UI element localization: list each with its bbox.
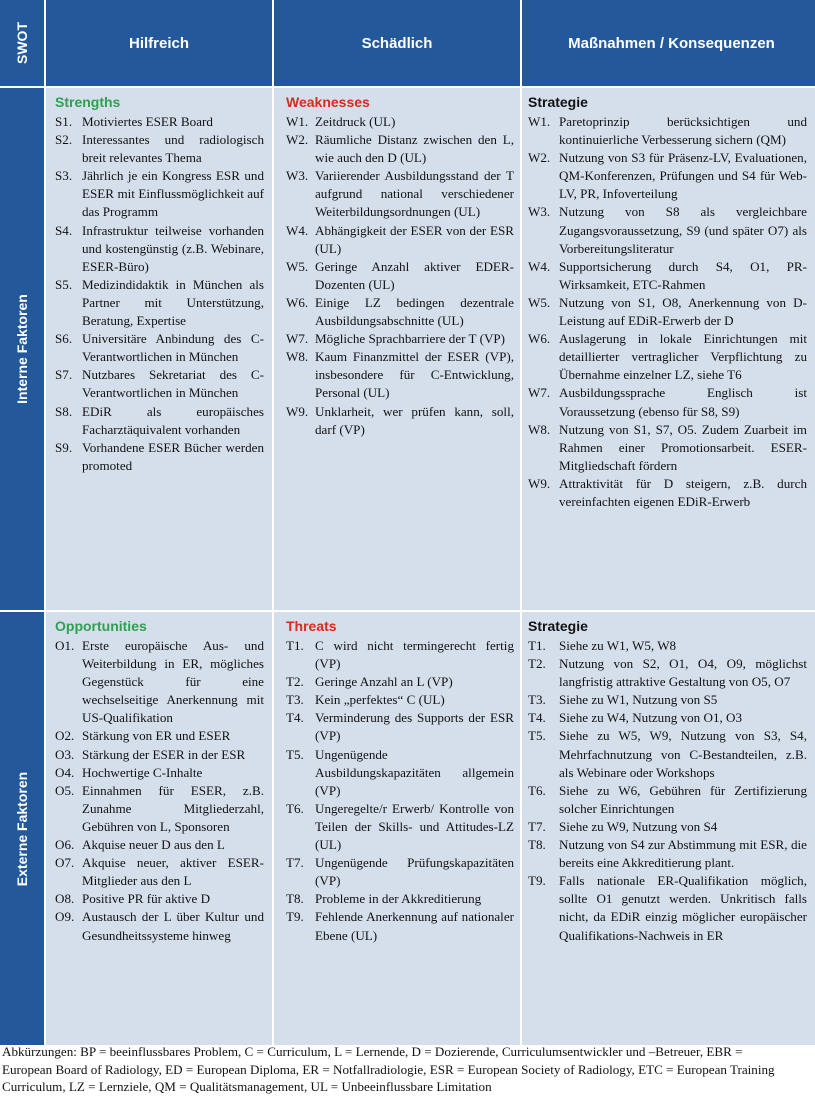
item-text: Räumliche Distanz zwischen den L, wie auch den D (UL): [315, 132, 514, 166]
list-item: [286, 709, 514, 745]
list-item: [528, 727, 807, 781]
item-code: O2.: [55, 728, 75, 744]
item-text: Nutzung von S3 für Präsenz-LV, Evaluationen, QM-Konferenzen, Prüfungen und S4 für Web-LV, PR, Infoverteilung: [559, 150, 807, 202]
list-item: [55, 836, 264, 854]
item-text: Variierender Ausbildungsstand der T aufgrund national verschiedener Weiterbildungsordnungen (UL): [315, 168, 514, 220]
item-text: Attraktivität für D steigern, z.B. durch vereinfachten eigenen EDiR-Erwerb: [559, 475, 807, 509]
item-code: W2.: [286, 132, 309, 148]
threats-title: Threats: [286, 618, 337, 634]
item-text: Infrastruktur teilweise vorhanden und kostengünstig (z.B. Webinare, ESER-Büro): [82, 222, 264, 274]
list-item: [55, 782, 264, 836]
external-factors-label: Externe Faktoren: [14, 771, 30, 886]
list-item: [286, 167, 514, 221]
item-text: Medizindidaktik in München als Partner mit Unterstützung, Beratung, Expertise: [82, 276, 264, 329]
item-code: W9.: [286, 403, 309, 419]
item-code: O6.: [55, 837, 75, 853]
item-code: T2.: [286, 674, 304, 690]
item-code: W5.: [528, 294, 551, 310]
opportunities-title: Opportunities: [55, 618, 147, 634]
list-item: [55, 366, 264, 402]
item-code: O9.: [55, 909, 75, 925]
item-text: EDiR als europäisches Facharztäquivalent vorhanden: [82, 403, 264, 437]
item-text: Positive PR für aktive D: [82, 891, 211, 907]
list-item: [286, 691, 514, 709]
item-text: Fehlende Anerkennung auf nationaler Ebene (UL): [315, 909, 514, 943]
strengths-title: Strengths: [55, 94, 121, 110]
item-text: Geringe Anzahl an L (VP): [315, 674, 453, 690]
item-text: Auslagerung in lokale Einrichtungen mit detaillierter vertraglicher Verpflichtung zu Übernahme einzelner LZ, siehe T6: [559, 331, 807, 383]
list-item: [528, 655, 807, 691]
list-item: [528, 691, 807, 709]
item-text: Siehe zu W9, Nutzung von S4: [559, 818, 718, 834]
item-code: S2.: [55, 132, 73, 148]
list-item: [528, 818, 807, 836]
item-text: Probleme in der Akkreditierung: [315, 891, 482, 907]
item-text: Ungenügende Ausbildungskapazitäten allgemein (VP): [315, 746, 514, 798]
list-item: [528, 637, 807, 655]
list-item: [55, 113, 264, 131]
list-item: [286, 113, 514, 131]
list-item: [528, 149, 807, 203]
item-code: T3.: [286, 692, 304, 708]
item-code: T4.: [286, 710, 304, 726]
item-code: T5.: [528, 728, 546, 744]
item-text: Kaum Finanzmittel der ESER (VP), insbesondere für C-Entwicklung, Personal (UL): [315, 349, 514, 401]
item-code: O5.: [55, 782, 75, 798]
list-item: [286, 258, 514, 294]
list-item: [55, 276, 264, 330]
list-item: [55, 330, 264, 366]
list-item: [528, 384, 807, 420]
strategy-internal-title: Strategie: [528, 94, 588, 110]
item-code: T4.: [528, 710, 546, 726]
list-item: [528, 330, 807, 384]
list-item: [55, 727, 264, 745]
list-item: [528, 836, 807, 872]
item-text: Stärkung der ESER in der ESR: [82, 746, 246, 762]
item-code: T6.: [286, 800, 304, 816]
list-item: [55, 403, 264, 439]
item-code: W8.: [528, 421, 551, 437]
row-label-external: [0, 612, 44, 1045]
item-text: Einige LZ bedingen dezentrale Ausbildungsabschnitte (UL): [315, 294, 514, 329]
weaknesses-cell: [274, 88, 520, 610]
item-text: Paretoprinzip berücksichtigen und kontinuierliche Verbesserung sichern (QM): [559, 114, 807, 148]
list-item: [528, 203, 807, 257]
item-text: Siehe zu W6, Gebühren für Zertifizierung solcher Einrichtungen: [559, 782, 807, 816]
item-code: S7.: [55, 367, 73, 383]
item-code: T1.: [528, 638, 546, 653]
column-header-helpful: Hilfreich: [46, 0, 272, 86]
item-text: Akquise neuer D aus den L: [82, 837, 225, 853]
list-item: [286, 131, 514, 167]
item-text: Universitäre Anbindung des C-Verantwortlichen in München: [82, 331, 264, 365]
list-item: [528, 475, 807, 511]
list-item: [55, 131, 264, 167]
list-item: [528, 421, 807, 475]
list-item: [286, 637, 514, 673]
item-code: S1.: [55, 114, 73, 129]
strategy-internal-cell: [522, 88, 815, 610]
item-code: T6.: [528, 782, 546, 798]
list-item: [286, 330, 514, 348]
column-header-harmful: Schädlich: [274, 0, 520, 86]
item-code: T9.: [286, 909, 304, 925]
list-item: [528, 872, 807, 944]
item-text: Akquise neuer, aktiver ESER-Mitglieder aus den L: [82, 855, 264, 889]
item-text: Geringe Anzahl aktiver EDER-Dozenten (UL): [315, 258, 514, 292]
item-text: Nutzung von S4 zur Abstimmung mit ESR, die bereits eine Akkreditierung plant.: [559, 837, 807, 871]
list-item: [286, 673, 514, 691]
list-item: [528, 709, 807, 727]
item-code: S8.: [55, 403, 73, 419]
item-code: W5.: [286, 258, 309, 274]
opportunities-cell: [46, 612, 272, 1045]
item-code: W3.: [286, 168, 309, 184]
item-code: W7.: [528, 385, 551, 401]
list-item: [55, 764, 264, 782]
list-item: [55, 167, 264, 221]
item-code: T5.: [286, 746, 304, 762]
list-item: [528, 782, 807, 818]
item-code: O1.: [55, 638, 75, 653]
item-text: Unklarheit, wer prüfen kann, soll, darf (VP): [315, 403, 514, 437]
item-text: Vorhandene ESER Bücher werden promoted: [82, 439, 264, 473]
item-code: W1.: [528, 114, 551, 129]
item-code: T8.: [528, 837, 546, 853]
item-text: Siehe zu W1, Nutzung von S5: [559, 692, 718, 708]
item-code: O3.: [55, 746, 75, 762]
item-code: W2.: [528, 150, 551, 166]
row-label-internal: [0, 88, 44, 610]
list-item: [528, 113, 807, 149]
item-text: Abhängigkeit der ESER von der ESR (UL): [315, 222, 514, 256]
item-text: Supportsicherung durch S4, O1, PR-Wirksamkeit, ETC-Rahmen: [559, 258, 807, 292]
item-code: W6.: [528, 331, 551, 347]
item-text: Falls nationale ER-Qualifikation möglich, sollte O1 genutzt werden. Unkritisch falls nicht, da EDiR einzig möglicher europäischer Qualifikations-Nachweis in ER: [559, 873, 807, 943]
item-code: O8.: [55, 891, 75, 907]
item-code: W4.: [286, 222, 309, 238]
weaknesses-title: Weaknesses: [286, 94, 370, 110]
strategy-external-cell: [522, 612, 815, 1045]
list-item: [286, 890, 514, 908]
item-text: Jährlich je ein Kongress ESR und ESER mit Einflussmöglichkeit auf das Programm: [82, 168, 264, 220]
list-item: [55, 746, 264, 764]
list-item: [55, 637, 264, 727]
list-item: [286, 854, 514, 890]
strengths-cell: [46, 88, 272, 610]
list-item: [286, 222, 514, 258]
item-text: Mögliche Sprachbarriere der T (VP): [315, 331, 506, 347]
internal-factors-label: Interne Faktoren: [14, 294, 30, 404]
item-text: Nutzung von S1, O8, Anerkennung von D-Leistung auf EDiR-Erwerb der D: [559, 294, 807, 329]
list-item: [55, 439, 264, 475]
item-text: Nutzung von S1, S7, O5. Zudem Zuarbeit im Rahmen einer Promotionsarbeit. ESER-Mitgliedschaft fördern: [559, 421, 807, 473]
item-text: Austausch der L über Kultur und Gesundheitssysteme hinweg: [82, 909, 264, 943]
item-text: Siehe zu W5, W9, Nutzung von S3, S4, Mehrfachnutzung von C-Bestandteilen, z.B. als Webinare oder Workshops: [559, 728, 807, 780]
item-code: T7.: [286, 855, 304, 871]
item-text: Zeitdruck (UL): [315, 114, 396, 129]
item-code: W3.: [528, 204, 551, 220]
item-code: O4.: [55, 764, 75, 780]
list-item: [286, 348, 514, 402]
item-code: T9.: [528, 873, 546, 889]
item-text: Siehe zu W4, Nutzung von O1, O3: [559, 710, 743, 726]
item-text: Nutzung von S2, O1, O4, O9, möglichst langfristig attraktive Gestaltung von O5, O7: [559, 656, 807, 690]
item-code: W4.: [528, 258, 551, 274]
item-code: T7.: [528, 818, 546, 834]
list-item: [528, 294, 807, 330]
item-code: T3.: [528, 692, 546, 708]
abbreviations-footnote: Abkürzungen: BP = beeinflussbares Problem, C = Curriculum, L = Lernende, D = Dozierende, Curriculumsentwickler und –Betreuer, EBR = European Board of Radiology, ED = European Diploma, ER = Notfallradiologie, ESR = European Society of Radiology, ETC = European Training Curriculum, LZ = Lernziele, QM = Qualitätsmanagement, UL = Unbeeinflussbare Limitation: [2, 1044, 775, 1094]
item-text: Kein „perfektes“ C (UL): [315, 692, 445, 708]
list-item: [55, 908, 264, 944]
item-text: Ungenügende Prüfungskapazitäten (VP): [315, 855, 514, 889]
item-code: T1.: [286, 638, 304, 653]
item-text: Stärkung von ER und ESER: [82, 728, 231, 744]
item-code: S4.: [55, 222, 73, 238]
item-text: Ausbildungssprache Englisch ist Voraussetzung (ebenso für S8, S9): [559, 385, 807, 419]
list-item: [286, 746, 514, 800]
item-code: W8.: [286, 349, 309, 365]
item-code: W6.: [286, 294, 309, 310]
swot-corner-header: [0, 0, 44, 86]
item-text: Motiviertes ESER Board: [82, 114, 213, 129]
threats-cell: [274, 612, 520, 1045]
item-code: O7.: [55, 855, 75, 871]
item-text: C wird nicht termingerecht fertig (VP): [315, 638, 514, 672]
item-text: Nutzbares Sekretariat des C-Verantwortlichen in München: [82, 367, 264, 401]
item-text: Verminderung des Supports der ESR (VP): [315, 710, 514, 744]
swot-label: SWOT: [14, 22, 30, 64]
item-text: Nutzung von S8 als vergleichbare Zugangsvoraussetzung, S9 (und später O7) als Vorbereitungsliteratur: [559, 204, 807, 256]
item-code: T2.: [528, 656, 546, 672]
item-code: W1.: [286, 114, 309, 129]
list-item: [286, 403, 514, 439]
list-item: [528, 258, 807, 294]
item-text: Hochwertige C-Inhalte: [82, 764, 203, 780]
item-code: S9.: [55, 439, 73, 455]
item-text: Interessantes und radiologisch breit relevantes Thema: [82, 132, 264, 166]
column-header-measures: Maßnahmen / Konsequenzen: [522, 0, 815, 86]
item-code: S3.: [55, 168, 73, 184]
item-code: W7.: [286, 331, 309, 347]
list-item: [55, 890, 264, 908]
item-text: Ungeregelte/r Erwerb/ Kontrolle von Teilen der Skills- und Attitudes-LZ (UL): [315, 800, 514, 853]
item-code: W9.: [528, 475, 551, 491]
list-item: [55, 222, 264, 276]
list-item: [286, 800, 514, 854]
item-code: S5.: [55, 276, 73, 292]
item-code: T8.: [286, 891, 304, 907]
item-text: Einnahmen für ESER, z.B. Zunahme Mitgliederzahl, Gebühren von L, Sponsoren: [82, 782, 264, 834]
strategy-external-title: Strategie: [528, 618, 588, 634]
list-item: [55, 854, 264, 890]
item-text: Erste europäische Aus- und Weiterbildung in ER, mögliches Gegenstück für eine wechselseitige Anerkennung mit US-Qualifikation: [82, 638, 264, 726]
item-code: S6.: [55, 331, 73, 347]
item-text: Siehe zu W1, W5, W8: [559, 638, 677, 653]
list-item: [286, 908, 514, 944]
list-item: [286, 294, 514, 330]
